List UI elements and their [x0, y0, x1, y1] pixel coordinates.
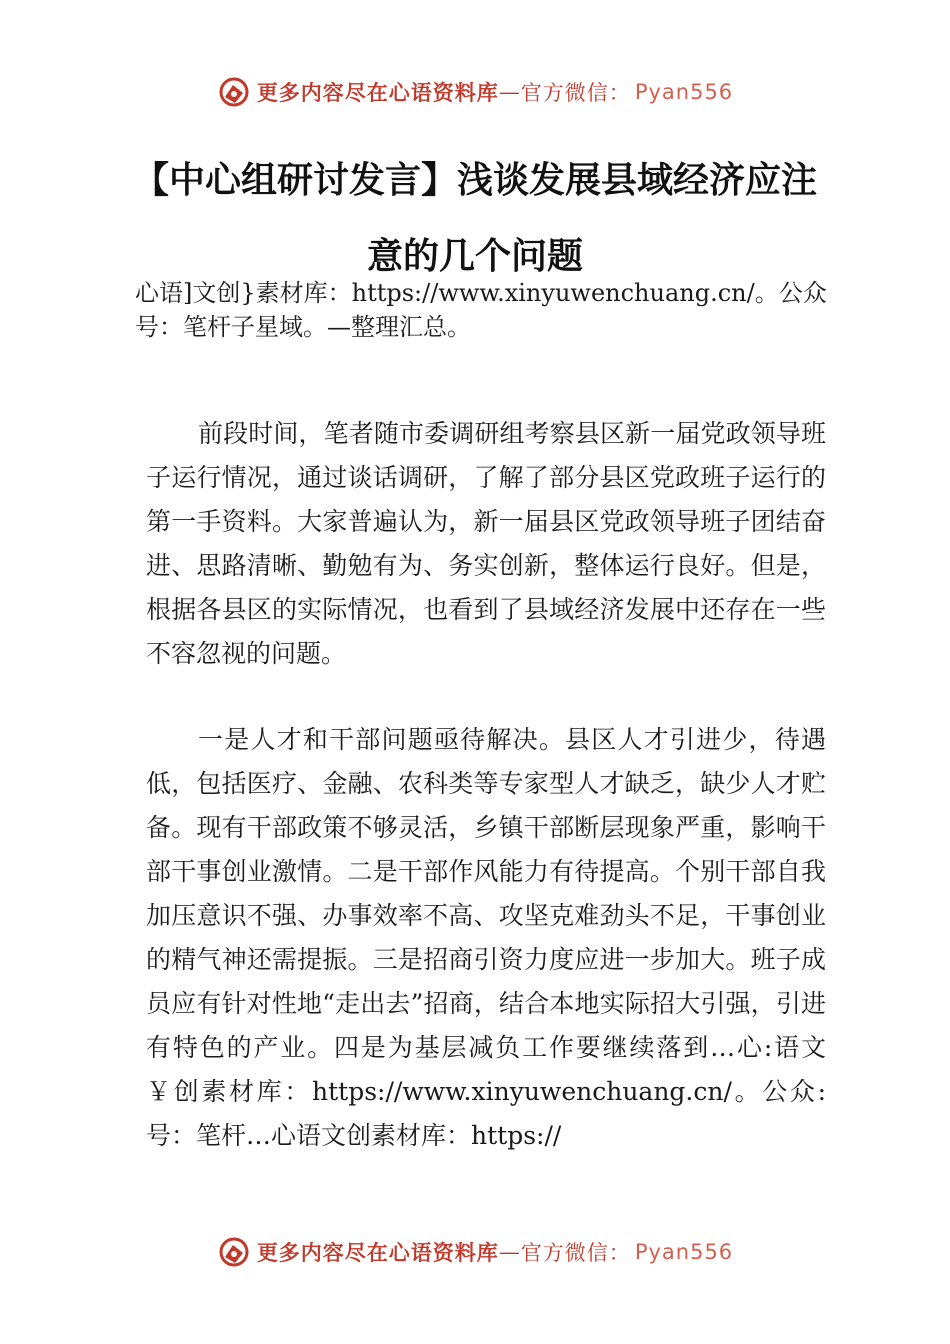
header-banner [0, 72, 950, 112]
banner-separator: — [498, 1240, 521, 1264]
body-paragraph-2: 一是人才和干部问题亟待解决。县区人才引进少，待遇低，包括医疗、金融、农科类等专家型人才缺乏，缺少人才贮备。现有干部政策不够灵活，乡镇干部断层现象严重，影响干部干事创业激情。二是干部作风能力有待提高。个别干部自我加压意识不强、办事效率不高、攻坚克难劲头不足，干事创业的精气神还需提振。三是招商引资力度应进一步加大。班子成员应有针对性地“走出去”招商，结合本地实际招大引强，引进有特色的产业。四是为基层减负工作要继续落到…心:语文￥创素材库：https://www.xinyuwenchuang.cn/。公众:号：笔杆…心语文创素材库：https:// [146, 725, 826, 1150]
banner-wechat-id: Pyan556 [634, 1240, 734, 1264]
banner-separator: — [498, 80, 521, 104]
banner-wechat-id: Pyan556 [634, 80, 734, 104]
banner-wechat-label: 官方微信： [520, 81, 631, 105]
document-title-line2: 意的几个问题 [366, 236, 583, 277]
brand-logo-icon [217, 1235, 251, 1269]
footer-banner [0, 1232, 950, 1272]
banner-main-text: 更多内容尽在心语资料库 [256, 80, 499, 105]
banner-wechat-label: 官方微信： [520, 1241, 631, 1265]
brand-logo-icon [217, 75, 251, 109]
body-paragraph-1: 前段时间，笔者随市委调研组考察县区新一届党政领导班子运行情况，通过谈话调研，了解了部分县区党政班子运行的第一手资料。大家普遍认为，新一届县区党政领导班子团结奋进、思路清晰、勤勉有为、务实创新，整体运行良好。但是，根据各县区的实际情况，也看到了县域经济发展中还存在一些不容忽视的问题。 [146, 419, 826, 668]
source-note: 心语]文创}素材库：https://www.xinyuwenchuang.cn/。公众号：笔杆子星域。—整理汇总。 [135, 279, 827, 341]
banner-main-text: 更多内容尽在心语资料库 [256, 1240, 499, 1265]
document-title-line1: 【中心组研讨发言】浅谈发展县域经济应注 [132, 160, 817, 201]
